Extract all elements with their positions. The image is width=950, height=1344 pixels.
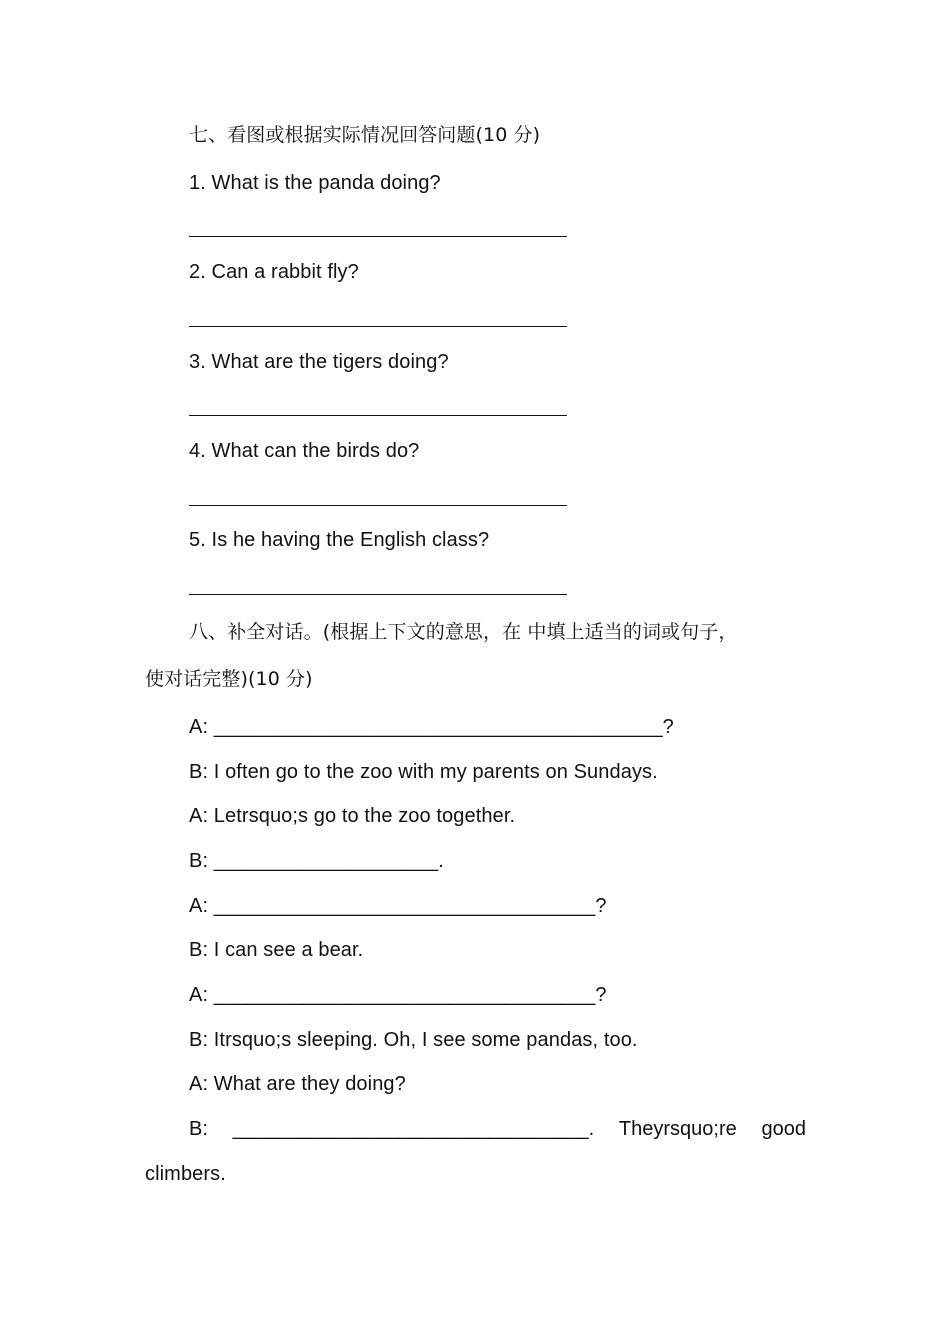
dialogue-blank[interactable]: ________________________________. <box>232 1118 595 1140</box>
dialogue-line-8: B: Itrsquo;s sleeping. Oh, I see some pandas, too. <box>189 1029 638 1051</box>
dialogue-word: Theyrsquo;re <box>618 1118 737 1140</box>
question-5: 5. Is he having the English class? <box>189 529 490 551</box>
answer-line-2[interactable] <box>189 326 567 327</box>
question-4: 4. What can the birds do? <box>189 440 420 462</box>
section-8-heading-line-2: 使对话完整)(10 分) <box>145 668 313 690</box>
answer-line-3[interactable] <box>189 415 567 416</box>
dialogue-line-4[interactable]: B: ____________________. <box>189 850 444 872</box>
dialogue-line-9: A: What are they doing? <box>189 1073 406 1095</box>
dialogue-line-10 <box>189 1116 806 1142</box>
section-7-heading: 七、看图或根据实际情况回答问题(10 分) <box>189 124 541 146</box>
answer-line-5[interactable] <box>189 594 567 595</box>
question-2: 2. Can a rabbit fly? <box>189 261 359 283</box>
dialogue-line-3: A: Letrsquo;s go to the zoo together. <box>189 805 516 827</box>
dialogue-line-5[interactable]: A: __________________________________? <box>189 895 607 917</box>
dialogue-line-10-wrap: climbers. <box>145 1163 226 1185</box>
question-3: 3. What are the tigers doing? <box>189 351 449 373</box>
answer-line-4[interactable] <box>189 505 567 506</box>
dialogue-line-1[interactable]: A: ________________________________________? <box>189 716 674 738</box>
dialogue-line-2: B: I often go to the zoo with my parents on Sundays. <box>189 761 658 783</box>
dialogue-line-6: B: I can see a bear. <box>189 939 364 961</box>
dialogue-word: good <box>761 1118 806 1140</box>
answer-line-1[interactable] <box>189 236 567 237</box>
question-1: 1. What is the panda doing? <box>189 172 441 194</box>
speaker-label: B: <box>189 1118 208 1140</box>
dialogue-line-7[interactable]: A: __________________________________? <box>189 984 607 1006</box>
section-8-heading-line-1: 八、补全对话。(根据上下文的意思，在 中填上适当的词或句子， <box>189 621 738 643</box>
